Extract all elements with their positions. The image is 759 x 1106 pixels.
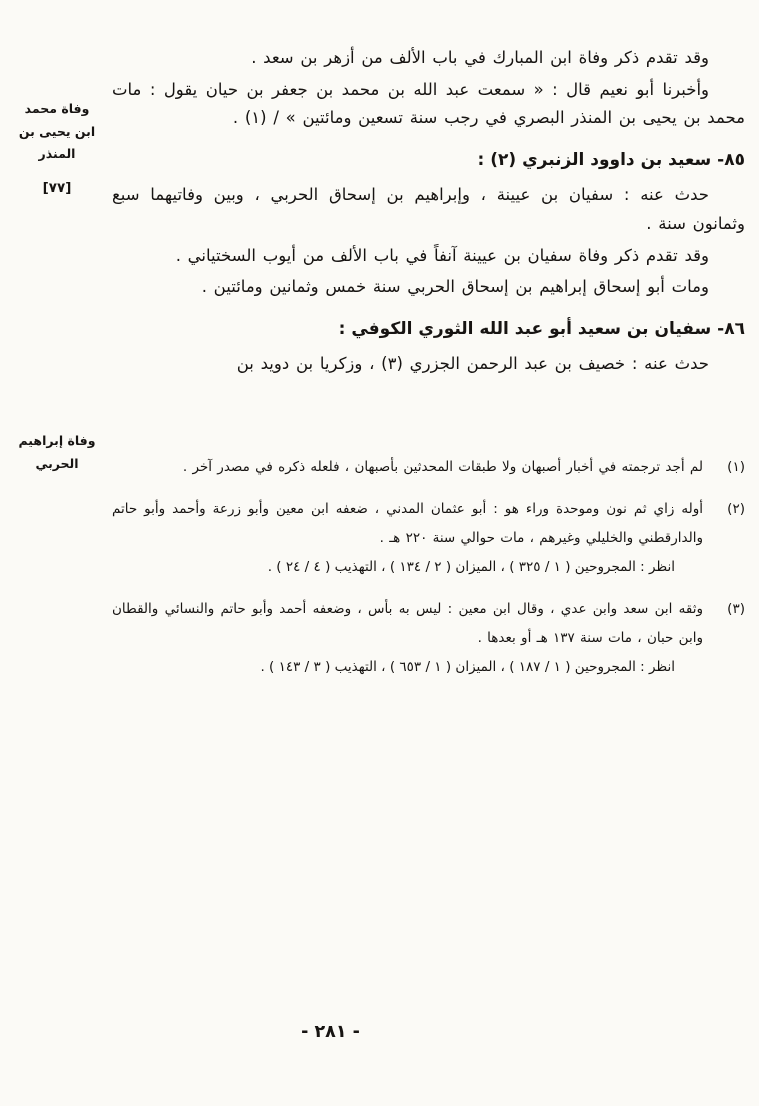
- footnote-number: (٣): [727, 600, 745, 617]
- paragraph-abu-nuaym-report: وأخبرنا أبو نعيم قال : « سمعت عبد الله بن محمد بن جعفر بن حيان يقول : مات محمد بن يحيى بن المنذر البصري في رجب سنة تسعين ومائتين » / (١) .: [112, 79, 745, 128]
- footnote-references: انظر : المجروحين ( ١ / ١٨٧ ) ، الميزان ( ١ / ٦٥٣ ) ، التهذيب ( ٣ / ١٤٣ ) .: [260, 658, 675, 675]
- footnote-1: [112, 453, 745, 482]
- folio-number: [٧٧]: [42, 179, 72, 196]
- footnotes-section: [112, 453, 745, 682]
- margin-note-line: ابن يحيى بن: [18, 123, 96, 139]
- paragraph-entry85-narrators: حدث عنه : سفيان بن عيينة ، وإبراهيم بن إسحاق الحربي ، وبين وفاتيهما سبع وثمانون سنة .: [112, 185, 745, 233]
- margin-note-line: الحربي: [35, 455, 79, 471]
- page-body: [112, 44, 745, 695]
- page-number: - ٢٨١ -: [301, 1022, 360, 1042]
- footnote-body: [112, 495, 703, 582]
- margin-note-line: وفاة محمد: [24, 101, 90, 116]
- footnote-body: [112, 595, 703, 682]
- paragraph-sufyan-death-ref: وقد تقدم ذكر وفاة سفيان بن عيينة آنفاً في باب الألف من أيوب السختياني .: [175, 245, 709, 265]
- footnote-text: وثقه ابن سعد وابن عدي ، وقال ابن معين : ليس به بأس ، وضعفه أحمد وأبو حاتم والنسائي والقطان وابن حبان ، مات سنة ١٣٧ هـ أو بعدها .: [112, 600, 703, 646]
- footnote-2: [112, 495, 745, 582]
- entry-heading-86: ٨٦- سفيان بن سعيد أبو عبد الله الثوري الكوفي :: [338, 318, 745, 339]
- paragraph-ibn-mubarak-ref: وقد تقدم ذكر وفاة ابن المبارك في باب الألف من أزهر بن سعد .: [251, 48, 709, 67]
- margin-note-line: المنذر: [38, 146, 76, 161]
- margin-note-wafat-ibrahim: [6, 430, 108, 475]
- footnote-body: [112, 453, 703, 482]
- footnote-number: (٢): [727, 500, 745, 517]
- margin-note-wafat-muhammad: [6, 98, 108, 200]
- margin-note-line: وفاة إبراهيم: [18, 433, 96, 448]
- footnote-number: (١): [727, 458, 745, 475]
- footnote-text: أوله زاي ثم نون وموحدة وراء هو : أبو عثمان المدني ، ضعفه ابن معين وأبو زرعة وأحمد وأبو حاتم والدارقطني والخليلي وغيرهم ، مات حوالي سنة ٢٢٠ هـ .: [112, 500, 703, 546]
- footnote-3: [112, 595, 745, 682]
- paragraph-ibrahim-death: ومات أبو إسحاق إبراهيم بن إسحاق الحربي سنة خمس وثمانين ومائتين .: [201, 277, 709, 297]
- footnote-references: انظر : المجروحين ( ١ / ٣٢٥ ) ، الميزان ( ٢ / ١٣٤ ) ، التهذيب ( ٤ / ٢٤ ) .: [267, 558, 675, 575]
- paragraph-entry86-narrators: حدث عنه : خصيف بن عبد الرحمن الجزري (٣) ، وزكريا بن دويد بن: [236, 353, 709, 373]
- entry-heading-85: ٨٥- سعيد بن داوود الزنبري (٢) :: [477, 150, 745, 171]
- footnote-text: لم أجد ترجمته في أخبار أصبهان ولا طبقات المحدثين بأصبهان ، فلعله ذكره في مصدر آخر .: [182, 458, 703, 475]
